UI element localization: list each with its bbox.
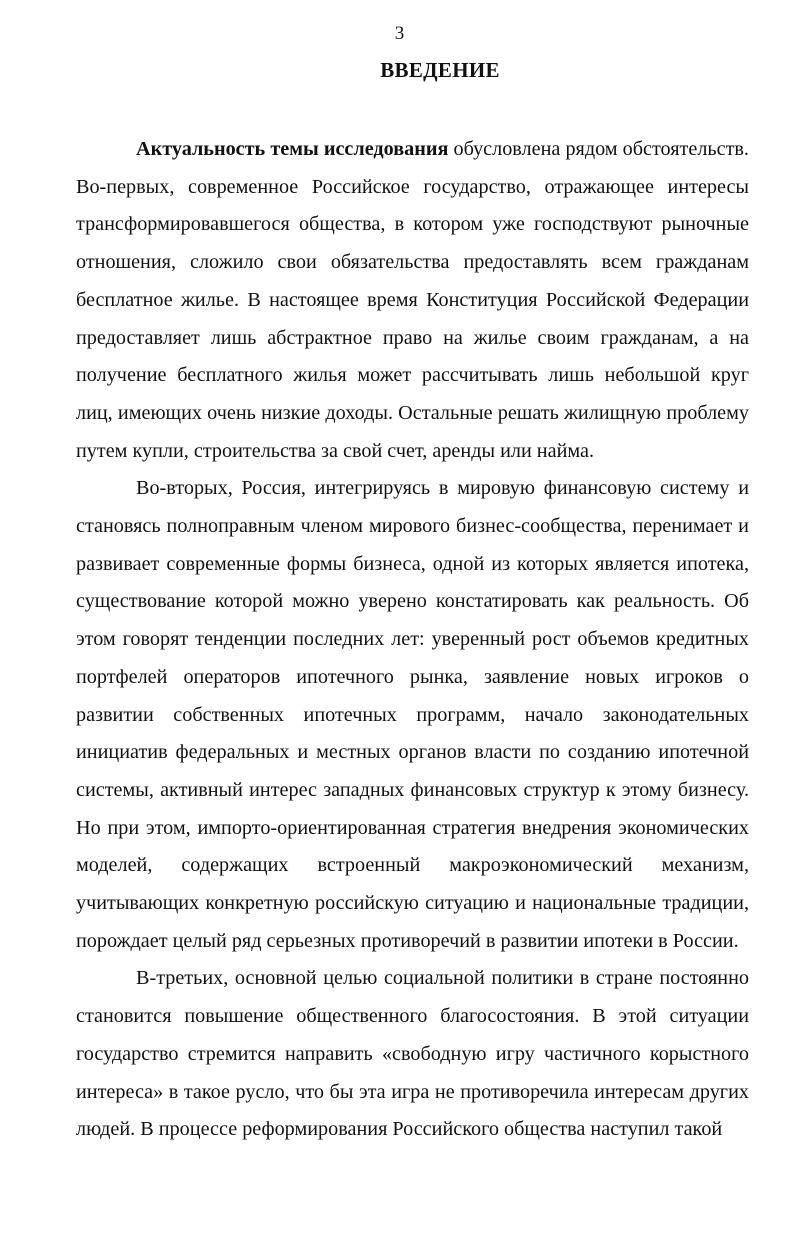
paragraph-relevance xyxy=(76,131,749,470)
paragraph-third xyxy=(76,960,749,1149)
paragraph-text: обусловлена рядом обстоятельств. Во-первых, современное Российское государство, отражающее интересы трансформировавшегося общества, в котором уже господствуют рыночные отношения, сложило свои обязательства предоставлять всем гражданам бесплатное жилье. В настоящее время Конституция Российской Федерации предоставляет лишь абстрактное право на жилье своим гражданам, а на получение бесплатного жилья может рассчитывать лишь небольшой круг лиц, имеющих очень низкие доходы. Остальные решать жилищную проблему путем купли, строительства за свой счет, аренды или найма. xyxy=(76,138,749,462)
body-text xyxy=(76,131,749,1149)
paragraph-text: Во-вторых, Россия, интегрируясь в мировую финансовую систему и становясь полноправным членом мирового бизнес-сообщества, перенимает и развивает современные формы бизнеса, одной из которых является ипотека, существование которой можно уверено констатировать как реальность. Об этом говорят тенденции последних лет: уверенный рост объемов кредитных портфелей операторов ипотечного рынка, заявление новых игроков о развитии собственных ипотечных программ, начало законодательных инициатив федеральных и местных органов власти по созданию ипотечной системы, активный интерес западных финансовых структур к этому бизнесу. Но при этом, импорто-ориентированная стратегия внедрения экономических моделей, содержащих встроенный макроэкономический механизм, учитывающих конкретную российскую ситуацию и национальные традиции, порождает целый ряд серьезных противоречий в развитии ипотеки в России. xyxy=(76,477,749,952)
page-title: ВВЕДЕНИЕ xyxy=(380,58,500,82)
paragraph-second xyxy=(76,470,749,960)
relevance-lead: Актуальность темы исследования xyxy=(136,138,449,160)
page-number: 3 xyxy=(394,23,405,44)
paragraph-text: В-третьих, основной целью социальной политики в стране постоянно становится повышение общественного благосостояния. В этой ситуации государство стремится направить «свободную игру частичного корыстного интереса» в такое русло, что бы эта игра не противоречила интересам других людей. В процессе реформирования Российского общества наступил такой xyxy=(76,967,749,1141)
